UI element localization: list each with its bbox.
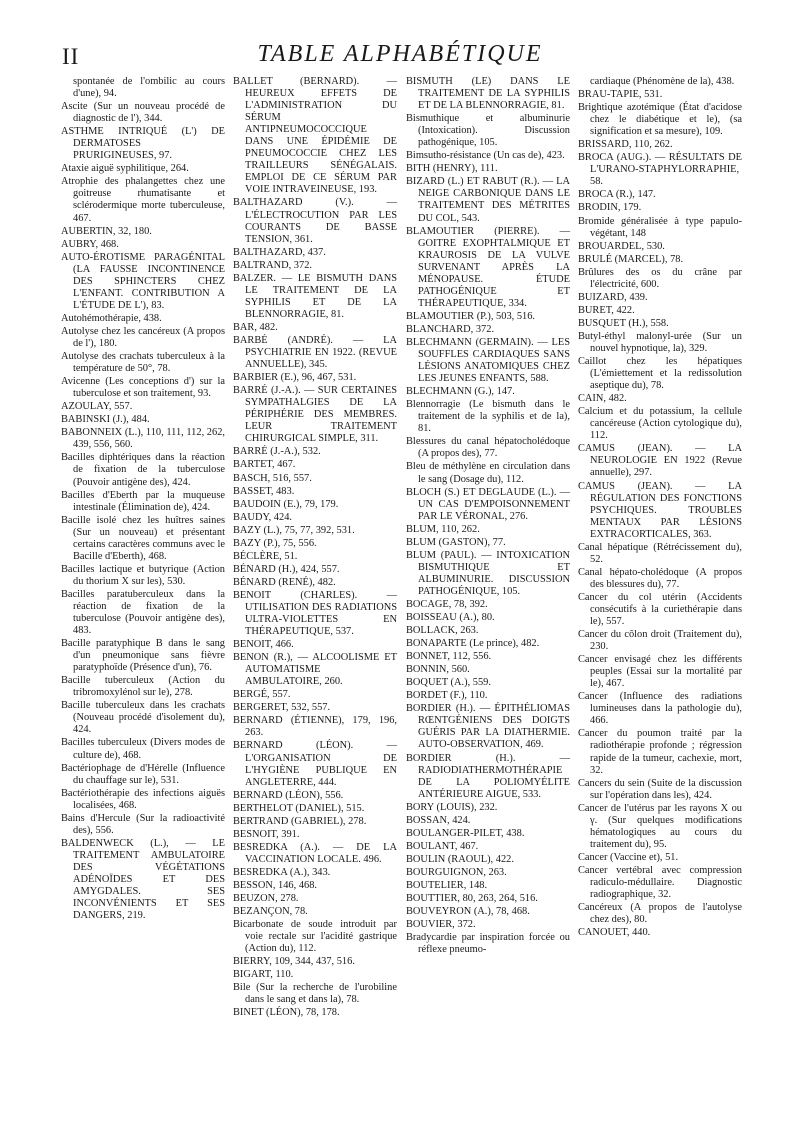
- index-entry: Autohémothérapie, 438.: [61, 312, 162, 324]
- index-entry: BESSON, 146, 468.: [233, 880, 318, 891]
- index-entry: BARBÉ (ANDRÉ). — LA PSYCHIATRIE EN 1922. (REVUE ANNUELLE), 345.: [233, 334, 397, 371]
- index-entry: Bactériothérapie des infections aiguës localisées, 468.: [61, 787, 225, 811]
- index-entry: Bicarbonate de soude introduit par voie rectale sur l'acidité gastrique (Action du), 112.: [233, 919, 397, 955]
- index-entry: BOUVEYRON (A.), 78, 468.: [406, 906, 530, 918]
- index-entry: BOURGUIGNON, 263.: [406, 866, 507, 878]
- index-entry: BOUVIER, 372.: [406, 919, 476, 931]
- index-column-1: [61, 76, 225, 923]
- index-entry: BRISSARD, 110, 262.: [578, 139, 673, 151]
- index-entry: BISMUTH (LE) DANS LE TRAITEMENT DE LA SYPHILIS ET DE LA BLENNORRAGIE, 81.: [406, 76, 570, 112]
- index-entry: BARBIER (E.), 96, 467, 531.: [233, 372, 357, 384]
- index-entry: BERNARD (LÉON). — L'ORGANISATION DE L'HYGIÈNE PUBLIQUE EN ANGLETERRE, 444.: [233, 740, 397, 788]
- index-entry: BOULIN (RAOUL), 422.: [406, 853, 514, 865]
- index-entry: BRODIN, 179.: [578, 202, 642, 214]
- index-entry: BESREDKA (A.). — DE LA VACCINATION LOCALE. 496.: [233, 841, 397, 865]
- running-title: TABLE ALPHABÉTIQUE: [257, 41, 543, 67]
- index-entry: BORDET (F.), 110.: [406, 690, 488, 702]
- index-entry: BALTRAND, 372.: [233, 259, 312, 271]
- index-entry: BABINSKI (J.), 484.: [61, 414, 150, 426]
- index-entry: BESNOIT, 391.: [233, 828, 300, 840]
- index-entry: BERNARD (LÉON), 556.: [233, 789, 344, 801]
- index-entry: Autolyse des crachats tuberculeux à la température de 50°, 78.: [61, 351, 225, 375]
- index-entry: Canal hépatique (Rétrécissement du), 52.: [578, 541, 742, 565]
- index-entry: ASTHME INTRIQUÉ (L') DE DERMATOSES PRURIGINEUSES, 97.: [61, 126, 225, 162]
- index-entry: BERTHELOT (DANIEL), 515.: [233, 802, 365, 814]
- index-entry: BARRÉ (J.-A.). — SUR CERTAINES SYMPATHALGIES DE LA PÉRIPHÉRIE DES MEMBRES. LEUR TRAITEMENT CHIRURGICAL SIMPLE, 311.: [233, 385, 397, 445]
- index-entry: BAUDOIN (E.), 79, 179.: [233, 498, 339, 510]
- index-entry: BARRÉ (J.-A.), 532.: [233, 446, 321, 458]
- index-entry: Cancer envisagé chez les différents peuples (Essai sur la mortalité par le), 467.: [578, 654, 742, 690]
- index-entry: BÉCLÈRE, 51.: [233, 550, 298, 562]
- index-entry: Bacilles d'Eberth par la muqueuse intestinale (Élimination de), 424.: [61, 489, 225, 513]
- index-entry: Blennorragie (Le bismuth dans le traitement de la syphilis et de la), 81.: [406, 399, 570, 435]
- index-entry: BALTHAZARD, 437.: [233, 246, 326, 258]
- index-entry: Bacille tuberculeux (Action du tribromoxylénol sur le), 278.: [61, 675, 225, 699]
- index-entry: BAUDY, 424.: [233, 511, 292, 523]
- index-entry: BABONNEIX (L.), 110, 111, 112, 262, 439, 556, 560.: [61, 427, 225, 451]
- index-entry: Cancer vertébral avec compression radiculo-médullaire. Diagnostic radiographique, 32.: [578, 864, 742, 901]
- index-entry: BIZARD (L.) ET RABUT (R.). — LA NEIGE CARBONIQUE DANS LE TRAITEMENT DES MÉTRITES DU COL, 543.: [406, 176, 570, 224]
- index-entry: AZOULAY, 557.: [61, 401, 133, 413]
- index-entry: BORDIER (H.). — RADIODIATHERMOTHÉRAPIE DE LA POLIOMYÉLITE ANTÉRIEURE AIGUE, 533.: [406, 752, 570, 800]
- index-entry: BOULANT, 467.: [406, 840, 479, 852]
- index-entry: spontanée de l'ombilic au cours d'une), 94.: [73, 76, 225, 100]
- index-entry: BOUTTIER, 80, 263, 264, 516.: [406, 893, 538, 905]
- index-entry: BUIZARD, 439.: [578, 291, 648, 303]
- index-entry: BOLLACK, 263.: [406, 625, 479, 637]
- index-entry: Atrophie des phalangettes chez une goitreuse rhumatisante et sclérodermique morte tuberculeuse, 467.: [61, 176, 225, 224]
- index-entry: Blessures du canal hépatocholédoque (A propos des), 77.: [406, 436, 570, 460]
- index-entry: BROUARDEL, 530.: [578, 240, 665, 252]
- index-entry: BERGÉ, 557.: [233, 689, 291, 701]
- index-entry: BLANCHARD, 372.: [406, 323, 495, 335]
- index-entry: BASCH, 516, 557.: [233, 472, 312, 484]
- index-entry: BOCAGE, 78, 392.: [406, 598, 488, 610]
- index-entry: BLAMOUTIER (P.), 503, 516.: [406, 310, 536, 322]
- index-entry: BEZANÇON, 78.: [233, 906, 308, 918]
- index-entry: BIERRY, 109, 344, 437, 516.: [233, 956, 355, 968]
- index-entry: BERGERET, 532, 557.: [233, 702, 331, 714]
- index-entry: BONAPARTE (Le prince), 482.: [406, 638, 540, 650]
- index-entry: CAIN, 482.: [578, 393, 627, 405]
- index-entry: Butyl-éthyl malonyl-urée (Sur un nouvel hypnotique, la), 329.: [578, 330, 742, 354]
- index-entry: BORY (LOUIS), 232.: [406, 801, 498, 813]
- index-entry: Bacilles tuberculeux (Divers modes de culture de), 468.: [61, 737, 225, 761]
- index-entry: BENOIT (CHARLES). — UTILISATION DES RADIATIONS ULTRA-VIOLETTES EN THÉRAPEUTIQUE, 537.: [233, 589, 397, 638]
- index-entry: BERTRAND (GABRIEL), 278.: [233, 815, 367, 827]
- index-entry: BOISSEAU (A.), 80.: [406, 612, 495, 624]
- index-entry: Bains d'Hercule (Sur la radioactivité des), 556.: [61, 812, 225, 836]
- index-entry: Bimsutho-résistance (Un cas de), 423.: [406, 150, 565, 162]
- index-entry: Bile (Sur la recherche de l'urobiline dans le sang et dans la), 78.: [233, 982, 397, 1006]
- index-columns: [61, 76, 741, 1136]
- index-entry: BÉNARD (H.), 424, 557.: [233, 563, 340, 575]
- index-entry: Canal hépato-cholédoque (A propos des blessures du), 77.: [578, 566, 742, 590]
- index-entry: BESREDKA (A.), 343.: [233, 866, 331, 878]
- index-entry: BLAMOUTIER (PIERRE). — GOITRE EXOPHTALMIQUE ET KRAUROSIS DE LA VULVE SURVENANT APRÈS LA MÉNOPAUSE. ÉTUDE PATHOGÉNIQUE ET THÉRAPEUTIQUE, 334.: [406, 225, 570, 309]
- index-entry: BALLET (BERNARD). — HEUREUX EFFETS DE L'ADMINISTRATION DU SÉRUM ANTIPNEUMOCOCCIQUE DANS UNE ÉPIDÉMIE DE PNEUMOCOCCIE CHEZ LES TRAILLEURS SÉNÉGALAIS. EMPLOI DE CE SÉRUM PAR VOIE INTRAVEINEUSE, 193.: [233, 76, 397, 196]
- index-entry: Cancer de l'utérus par les rayons X ou γ. (Sur quelques modifications hématologiques au cours du traitement du), 95.: [578, 802, 742, 850]
- index-entry: BINET (LÉON), 78, 178.: [233, 1007, 340, 1019]
- index-entry: BAZY (P.), 75, 556.: [233, 537, 317, 549]
- index-entry: BORDIER (H.). — ÉPITHÉLIOMAS RŒNTGÉNIENS DES DOIGTS GUÉRIS PAR LA DIATHERMIE. AUTO-OBSERVATION, 469.: [406, 703, 570, 751]
- index-entry: BOQUET (A.), 559.: [406, 677, 491, 689]
- index-entry: BLUM, 110, 262.: [406, 523, 480, 535]
- index-entry: Bacilles lactique et butyrique (Action du thorium X sur les), 530.: [61, 563, 225, 587]
- index-column-2: [233, 76, 397, 1021]
- index-entry: BLOCH (S.) ET DEGLAUDE (L.). — UN CAS D'EMPOISONNEMENT PAR LE VÉRONAL, 276.: [406, 486, 570, 522]
- index-entry: BRULÉ (MARCEL), 78.: [578, 253, 684, 265]
- index-entry: BOUTELIER, 148.: [406, 880, 488, 891]
- index-entry: BENON (R.), — ALCOOLISME ET AUTOMATISME AMBULATOIRE, 260.: [233, 652, 397, 688]
- index-entry: BLECHMANN (G.), 147.: [406, 386, 515, 398]
- index-entry: Cancéreux (A propos de l'autolyse chez des), 80.: [578, 902, 742, 926]
- index-entry: BIGART, 110.: [233, 969, 294, 981]
- index-entry: BAR, 482.: [233, 321, 278, 333]
- index-entry: Cancer (Vaccine et), 51.: [578, 851, 679, 863]
- index-entry: Cancer du poumon traité par la radiothérapie profonde ; régression rapide de la tumeur, cachexie, mort, 32.: [578, 728, 742, 776]
- index-entry: BALZER. — LE BISMUTH DANS LE TRAITEMENT DE LA SYPHILIS ET DE LA BLENNORRAGIE, 81.: [233, 272, 397, 320]
- index-entry: Bacilles paratuberculeux dans la réaction de fixation de la tuberculose (Pouvoir antigène des), 483.: [61, 588, 225, 637]
- index-entry: Bacille tuberculeux dans les crachats (Nouveau procédé d'isolement du), 424.: [61, 700, 225, 736]
- index-entry: Ascite (Sur un nouveau procédé de diagnostic de l'), 344.: [61, 101, 225, 125]
- index-entry: Calcium et du potassium, la cellule cancéreuse (Action cytologique du), 112.: [578, 406, 742, 442]
- index-entry: BONNIN, 560.: [406, 664, 470, 676]
- index-entry: BEUZON, 278.: [233, 893, 299, 905]
- index-entry: AUBRY, 468.: [61, 238, 119, 250]
- index-entry: AUTO-ÉROTISME PARAGÉNITAL (LA FAUSSE INCONTINENCE DES SPHINCTERS CHEZ L'ENFANT. CONTRIBUTION A L'ÉTUDE DE L'), 83.: [61, 251, 225, 311]
- index-entry: BITH (HENRY), 111.: [406, 163, 498, 175]
- index-entry: Autolyse chez les cancéreux (A propos de l'), 180.: [61, 325, 225, 349]
- index-entry: BOULANGER-PILET, 438.: [406, 827, 525, 839]
- index-entry: cardiaque (Phénomène de la), 438.: [590, 76, 735, 87]
- page-number: II: [62, 44, 80, 69]
- index-column-4: [578, 76, 742, 940]
- index-entry: BLUM (PAUL). — INTOXICATION BISMUTHIQUE ET ALBUMINURIE. DISCUSSION PATHOGÉNIQUE, 105.: [406, 549, 570, 597]
- index-entry: BROCA (R.), 147.: [578, 189, 656, 201]
- index-entry: Cancer du col utérin (Accidents consécutifs à la curiethérapie dans le), 557.: [578, 591, 742, 628]
- index-entry: Bactériophage de d'Hérelle (Influence du chauffage sur le), 531.: [61, 762, 225, 786]
- index-entry: BRAU-TAPIE, 531.: [578, 89, 663, 101]
- index-entry: Bismuthique et albuminurie (Intoxication). Discussion pathogénique, 105.: [406, 113, 570, 149]
- index-entry: CAMUS (JEAN). — LA RÉGULATION DES FONCTIONS PSYCHIQUES. TROUBLES MENTAUX PAR LÉSIONS EXTRACORTICALES, 363.: [578, 480, 742, 540]
- index-entry: Bacille isolé chez les huîtres saines (Sur un nouveau) et présentant certains caractères communs avec le Bacille d'Eberth), 468.: [61, 514, 225, 562]
- index-entry: BERNARD (ÉTIENNE), 179, 196, 263.: [233, 715, 397, 739]
- index-entry: Bacille paratyphique B dans le sang d'un pneumonique sans fièvre paratyphoïde (Présence d'un), 76.: [61, 638, 225, 674]
- index-entry: BOSSAN, 424.: [406, 814, 471, 826]
- index-entry: Bleu de méthylène en circulation dans le sang (Dosage du), 112.: [406, 461, 570, 485]
- index-entry: Caillot chez les hépatiques (L'émiettement et la redissolution aseptique du), 78.: [578, 356, 742, 392]
- index-entry: Bromide généralisée à type papulo-végétant, 148: [578, 215, 742, 239]
- index-column-3: [406, 76, 570, 957]
- index-entry: BLECHMANN (GERMAIN). — LES SOUFFLES CARDIAQUES SANS LÉSIONS ANATOMIQUES CHEZ LES JEUNES ENFANTS, 588.: [406, 336, 570, 385]
- index-entry: Brightique azotémique (État d'acidose chez le diabétique et le), (sa signification et sa mesure), 109.: [578, 102, 742, 138]
- index-entry: BROCA (AUG.). — RÉSULTATS DE L'URANO-STAPHYLORRAPHIE, 58.: [578, 152, 742, 188]
- index-entry: CANOUET, 440.: [578, 927, 651, 939]
- index-entry: BUSQUET (H.), 558.: [578, 317, 669, 329]
- index-entry: Bacilles diphtériques dans la réaction de fixation de la tuberculose (Pouvoir antigène des), 424.: [61, 452, 225, 488]
- index-entry: Cancers du sein (Suite de la discussion sur l'opération dans les), 424.: [578, 777, 742, 801]
- index-entry: Cancer du côlon droit (Traitement du), 230.: [578, 629, 742, 653]
- index-entry: Bradycardie par inspiration forcée ou réflexe pneumo-: [406, 932, 570, 956]
- index-entry: BASSET, 483.: [233, 485, 295, 497]
- index-entry: CAMUS (JEAN). — LA NEUROLOGIE EN 1922 (Revue annuelle), 297.: [578, 443, 742, 479]
- index-entry: BURET, 422.: [578, 304, 635, 316]
- index-entry: Brûlures des os du crâne par l'électricité, 600.: [578, 266, 742, 290]
- index-entry: BLUM (GASTON), 77.: [406, 536, 506, 548]
- index-entry: Avicenne (Les conceptions d') sur la tuberculose et son traitement, 93.: [61, 376, 225, 400]
- index-entry: BARTET, 467.: [233, 459, 296, 471]
- index-entry: BÉNARD (RENÉ), 482.: [233, 576, 336, 588]
- index-entry: Ataxie aiguë syphilitique, 264.: [61, 163, 189, 175]
- index-entry: BALTHAZARD (V.). — L'ÉLECTROCUTION PAR LES COURANTS DE BASSE TENSION, 361.: [233, 197, 397, 245]
- index-entry: BALDENWECK (L.), — LE TRAITEMENT AMBULATOIRE DES VÉGÉTATIONS ADÉNOÏDES ET DES AMYGDALES. SES INCONVÉNIENTS ET SES DANGERS, 219.: [61, 837, 225, 922]
- index-entry: BAZY (L.), 75, 77, 392, 531.: [233, 524, 355, 536]
- index-entry: BONNET, 112, 556.: [406, 651, 492, 663]
- index-entry: AUBERTIN, 32, 180.: [61, 225, 152, 237]
- index-entry: BENOIT, 466.: [233, 639, 294, 651]
- index-entry: Cancer (Influence des radiations lumineuses dans la pathologie du), 466.: [578, 691, 742, 727]
